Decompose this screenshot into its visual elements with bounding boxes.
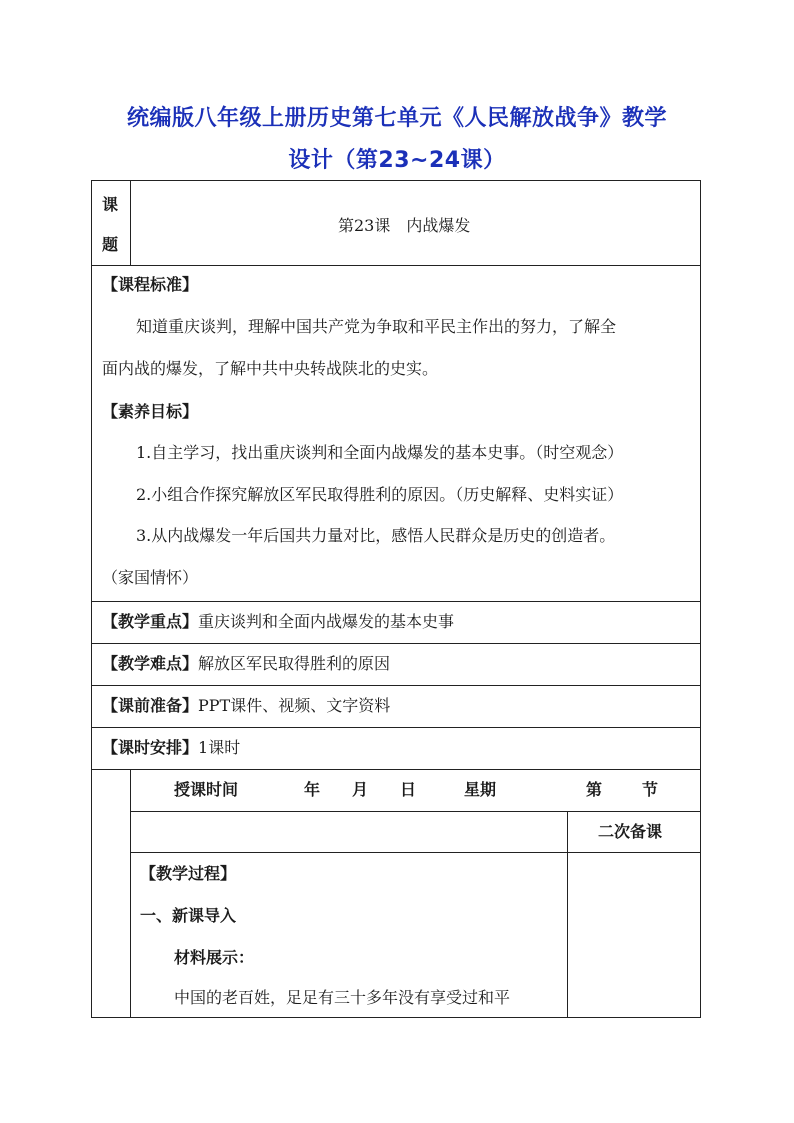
lesson-year: 年: [304, 780, 321, 799]
lesson-period-prefix: 第: [586, 780, 603, 799]
process-section-1: 一、新课导入: [140, 906, 237, 925]
title-line-1: 统编版八年级上册历史第七单元《人民解放战争》教学: [126, 106, 667, 131]
lesson-weekday: 星期: [464, 780, 497, 799]
goal-item-3: 3.从内战爆发一年后国共力量对比，感悟人民群众是历史的创造者。: [136, 526, 616, 545]
lesson-month: 月: [352, 780, 369, 799]
lesson-day: 日: [400, 780, 417, 799]
schedule-label: 【课时安排】: [102, 738, 199, 757]
standards-line-1: 知道重庆谈判，理解中国共产党为争取和平民主作出的努力，了解全: [136, 317, 617, 336]
title-line-2: 设计（第23~24课）: [288, 148, 506, 173]
process-quote: 中国的老百姓，足足有三十多年没有享受过和平: [174, 988, 511, 1007]
goal-item-2: 2.小组合作探究解放区军民取得胜利的原因。（历史解释、史料实证）: [136, 485, 624, 504]
topic-row: [91, 180, 701, 266]
topic-label-char-1: 课: [102, 195, 119, 214]
schedule-value: 1课时: [198, 738, 241, 757]
teaching-block: [91, 770, 701, 1018]
lesson-time-label: 授课时间: [174, 780, 239, 799]
document-title: [60, 98, 734, 182]
standards-heading: 【课程标准】: [102, 275, 199, 294]
topic-value: 第23课 内战爆发: [338, 216, 471, 235]
standards-line-2: 面内战的爆发，了解中共中央转战陕北的史实。: [102, 359, 439, 378]
difficulty-value: 解放区军民取得胜利的原因: [198, 654, 391, 673]
schedule-row: [91, 728, 701, 770]
goal-item-3-continued: （家国情怀）: [102, 568, 199, 587]
key-point-label: 【教学重点】: [102, 612, 199, 631]
preparation-value: PPT课件、视频、文字资料: [198, 696, 391, 715]
lesson-plan-table: [91, 180, 701, 1018]
difficulty-label: 【教学难点】: [102, 654, 199, 673]
key-point-value: 重庆谈判和全面内战爆发的基本史事: [198, 612, 455, 631]
goal-item-1: 1.自主学习，找出重庆谈判和全面内战爆发的基本史事。（时空观念）: [136, 443, 624, 462]
difficulty-row: [91, 644, 701, 686]
preparation-label: 【课前准备】: [102, 696, 199, 715]
standards-goals-row: [91, 266, 701, 602]
key-point-row: [91, 602, 701, 644]
process-heading: 【教学过程】: [140, 864, 237, 883]
topic-label-char-2: 题: [102, 235, 119, 254]
second-prep-label: 二次备课: [598, 822, 663, 841]
lesson-period-suffix: 节: [642, 780, 659, 799]
process-material-label: 材料展示：: [174, 948, 255, 967]
preparation-row: [91, 686, 701, 728]
goals-heading: 【素养目标】: [102, 402, 199, 421]
